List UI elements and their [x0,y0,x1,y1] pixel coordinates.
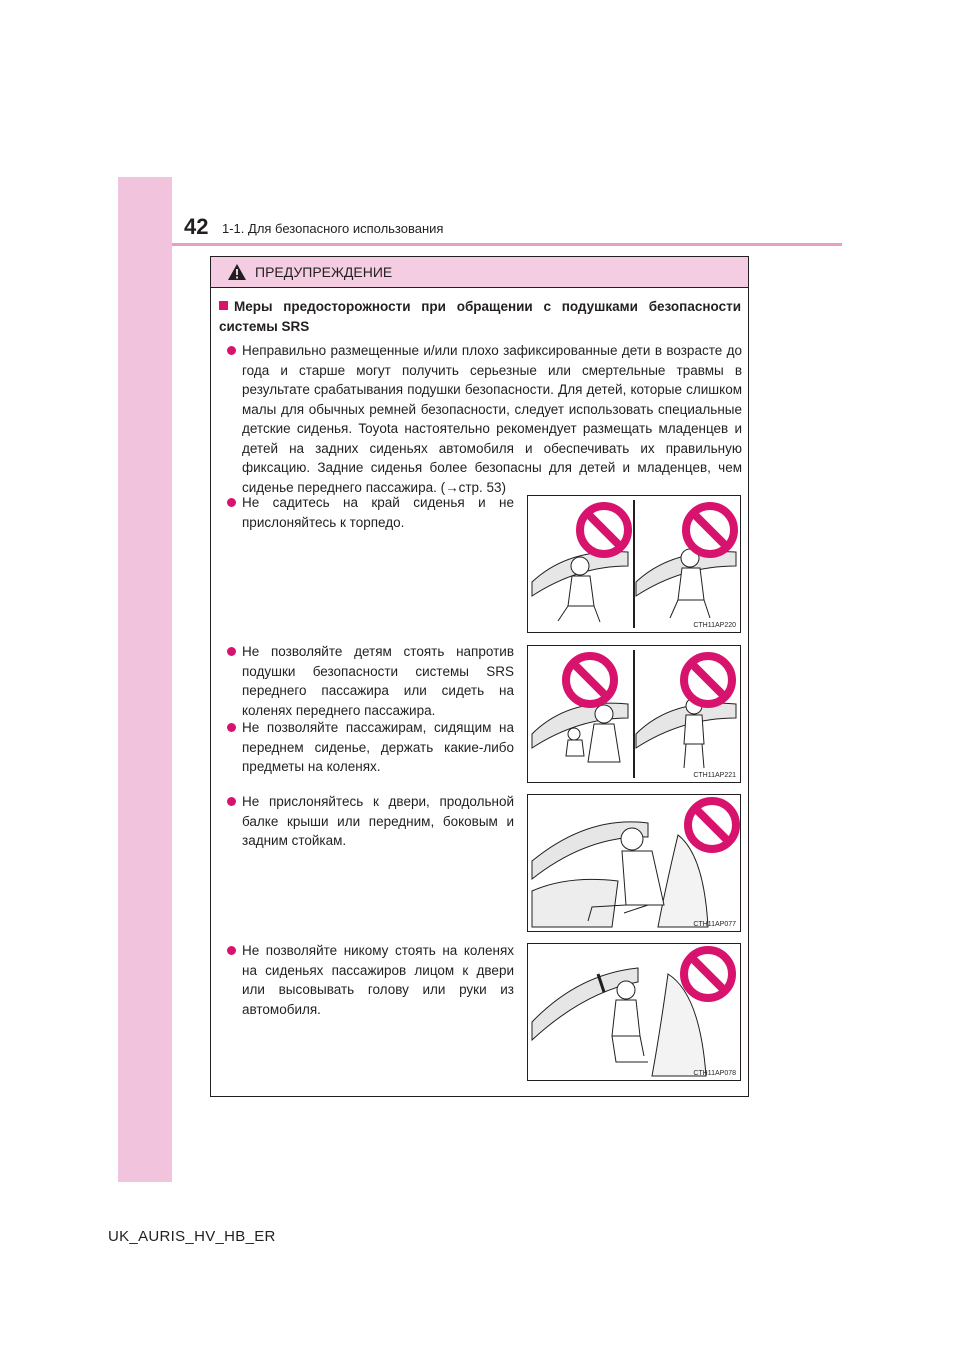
list-item: Не позволяйте никому стоять на коленях на сиденьях пассажиров лицом к двери или высовывать голову или руки из автомобиля. [242,941,514,1019]
page-number: 42 [184,214,209,239]
prohibition-sign-icon [684,656,732,704]
square-bullet-icon [219,301,228,310]
list-item: Не прислоняйтесь к двери, продольной балке крыши или передним, боковым и задним стойкам. [242,792,514,851]
bullet-dot-icon [227,946,236,955]
figure-code: CTH11AP220 [693,622,736,629]
prohibition-sign-icon [684,950,732,998]
figure-code: CTH11AP221 [693,772,736,779]
warning-box [210,256,749,1097]
list-item: Не позволяйте детям стоять напротив подушки безопасности системы SRS переднего пассажира или сидеть на коленях переднего пассажира. [242,642,514,720]
section-title: 1-1. Для безопасного использования [222,221,444,236]
prohibition-sign-icon [580,506,628,554]
warning-triangle-icon [227,263,247,281]
list-item: Не позволяйте пассажирам, сидящим на переднем сиденье, держать какие-либо предметы на коленях. [242,718,514,777]
prohibition-sign-icon [566,656,614,704]
warning-header [211,257,748,288]
warning-subheading: Меры предосторожности при обращении с подушками безопасности системы SRS [219,299,741,334]
illustration-figure [527,645,741,783]
bullet-dot-icon [227,797,236,806]
header-divider [172,243,842,246]
prohibition-sign-icon [688,801,736,849]
bullet-dot-icon [227,723,236,732]
bullet-dot-icon [227,647,236,656]
side-tab-strip [118,177,172,1182]
illustration-figure [527,943,741,1081]
illustration-figure [527,495,741,633]
document-code: UK_AURIS_HV_HB_ER [108,1228,276,1245]
figure-code: CTH11AP077 [693,921,736,928]
warning-title: ПРЕДУПРЕЖДЕНИЕ [255,264,393,280]
figure-code: CTH11AP078 [693,1070,736,1077]
illustration-figure [527,794,741,932]
list-item: Неправильно размещенные и/или плохо зафиксированные дети в возрасте до года и старше могут получить серьезные или смертельные травмы в результате срабатывания подушки безопасности. Для детей, которые слишком малы для обычных ремней безопасности, следует использовать специальные детские сиденья. Toyota настоятельно рекомендует размещать младенцев и детей на задних сиденьях автомобиля и обеспечивать их правильную фиксацию. Задние сиденья более безопасны для детей и младенцев, чем сиденье переднего пассажира. (→стр. 53) [242,341,742,497]
prohibition-sign-icon [686,506,734,554]
bullet-dot-icon [227,498,236,507]
bullet-dot-icon [227,346,236,355]
list-item: Не садитесь на край сиденья и не прислоняйтесь к торпедо. [242,493,514,532]
